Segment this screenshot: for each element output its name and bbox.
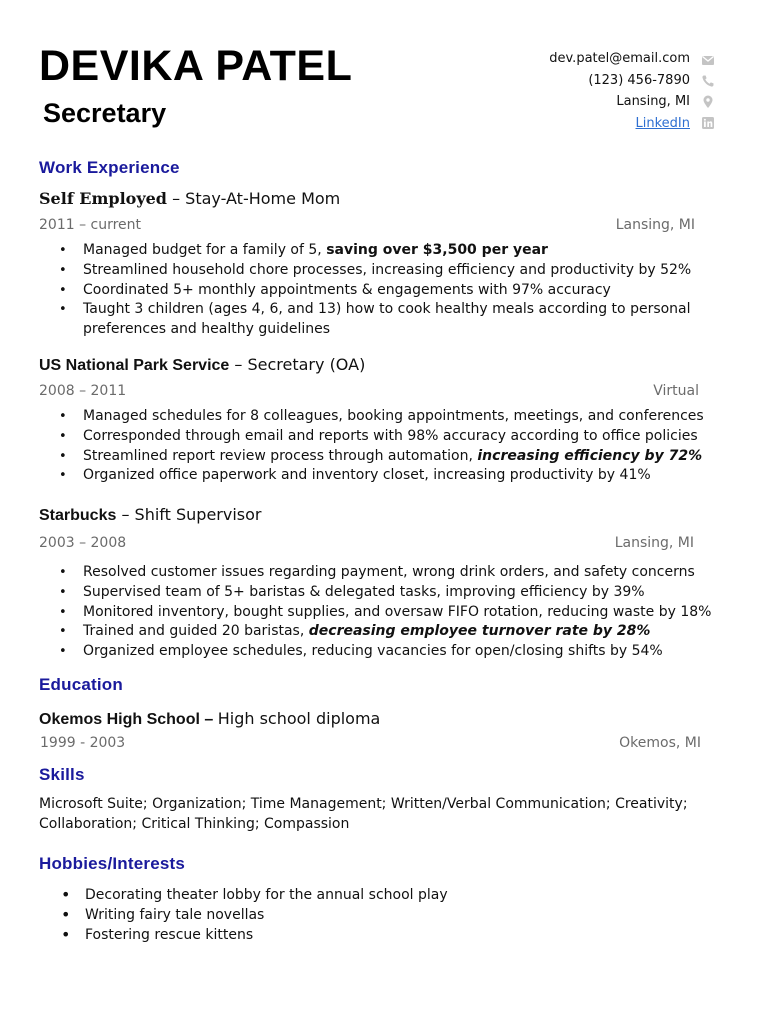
envelope-icon — [701, 53, 715, 67]
education-dates: 1999 - 2003 — [40, 735, 126, 751]
candidate-name: DEVIKA PATEL — [39, 42, 353, 90]
phone-icon — [701, 74, 715, 88]
job-dates: 2008 – 2011 — [39, 383, 127, 399]
job-location: Lansing, MI — [615, 217, 695, 233]
map-pin-icon — [701, 95, 715, 109]
list-item: • Organized office paperwork and inventory closet, increasing productivity by 41% — [39, 466, 704, 486]
job-org: Self Employed — [39, 189, 167, 208]
list-item-continuation: preferences and healthy guidelines — [83, 321, 331, 337]
school-name: Okemos High School — [39, 711, 200, 728]
list-item: • Managed schedules for 8 colleagues, booking appointments, meetings, and conferences — [39, 407, 704, 427]
list-item: • Supervised team of 5+ baristas & delegated tasks, improving efficiency by 39% — [39, 583, 711, 603]
list-item: • Resolved customer issues regarding payment, wrong drink orders, and safety concerns — [39, 563, 711, 583]
job-location: Lansing, MI — [614, 535, 694, 551]
job-separator: – — [229, 355, 248, 374]
skills-text: Microsoft Suite; Organization; Time Management; Written/Verbal Communication; Creativity; Collaboration; Critical Thinking; Compassion — [39, 796, 688, 832]
contact-location: Lansing, MI — [616, 94, 690, 109]
contact-phone: (123) 456-7890 — [588, 73, 690, 88]
education-location: Okemos, MI — [619, 735, 701, 751]
job-org: Starbucks — [39, 507, 117, 524]
linkedin-icon — [701, 116, 715, 130]
job-bullets — [39, 407, 704, 486]
list-item: • Streamlined household chore processes, increasing efficiency and productivity by 52% — [39, 261, 691, 281]
job-location: Virtual — [653, 383, 699, 399]
skills-heading: Skills — [39, 765, 85, 784]
job-title: Shift Supervisor — [134, 505, 262, 524]
job-title: Stay-At-Home Mom — [185, 189, 341, 208]
job-org: US National Park Service — [39, 357, 230, 374]
list-item: • Corresponded through email and reports with 98% accuracy according to office policies — [39, 427, 704, 447]
job-dates: 2003 – 2008 — [39, 535, 127, 551]
job-heading — [39, 505, 262, 525]
linkedin-link[interactable]: LinkedIn — [635, 116, 690, 131]
degree: High school diploma — [217, 709, 381, 728]
candidate-role: Secretary — [43, 98, 167, 128]
job-heading — [39, 355, 365, 375]
job-separator: – — [116, 505, 135, 524]
job-bullets — [39, 241, 691, 320]
list-item: • Taught 3 children (ages 4, 6, and 13) how to cook healthy meals according to personal — [39, 300, 691, 320]
job-heading — [39, 189, 340, 208]
list-item: • Fostering rescue kittens — [39, 926, 448, 946]
education-heading: Education — [39, 675, 123, 694]
list-item: • Trained and guided 20 baristas, decreasing employee turnover rate by 28% — [39, 622, 711, 642]
contact-email: dev.patel@email.com — [549, 51, 690, 66]
list-item: • Managed budget for a family of 5, saving over $3,500 per year — [39, 241, 691, 261]
list-item: • Monitored inventory, bought supplies, and oversaw FIFO rotation, reducing waste by 18% — [39, 603, 711, 623]
job-bullets — [39, 563, 711, 662]
list-item: • Streamlined report review process through automation, increasing efficiency by 72% — [39, 447, 704, 467]
job-title: Secretary (OA) — [247, 355, 366, 374]
job-dates: 2011 – current — [39, 217, 142, 233]
hobbies-heading: Hobbies/Interests — [39, 854, 186, 873]
list-item: • Writing fairy tale novellas — [39, 906, 448, 926]
list-item: • Decorating theater lobby for the annual school play — [39, 886, 448, 906]
job-separator: – — [167, 189, 186, 208]
hobbies-list — [39, 886, 448, 945]
list-item: • Coordinated 5+ monthly appointments & engagements with 97% accuracy — [39, 281, 691, 301]
school-separator: – — [199, 711, 218, 728]
school-heading — [39, 709, 380, 729]
work-experience-heading: Work Experience — [39, 158, 180, 177]
list-item: • Organized employee schedules, reducing vacancies for open/closing shifts by 54% — [39, 642, 711, 662]
